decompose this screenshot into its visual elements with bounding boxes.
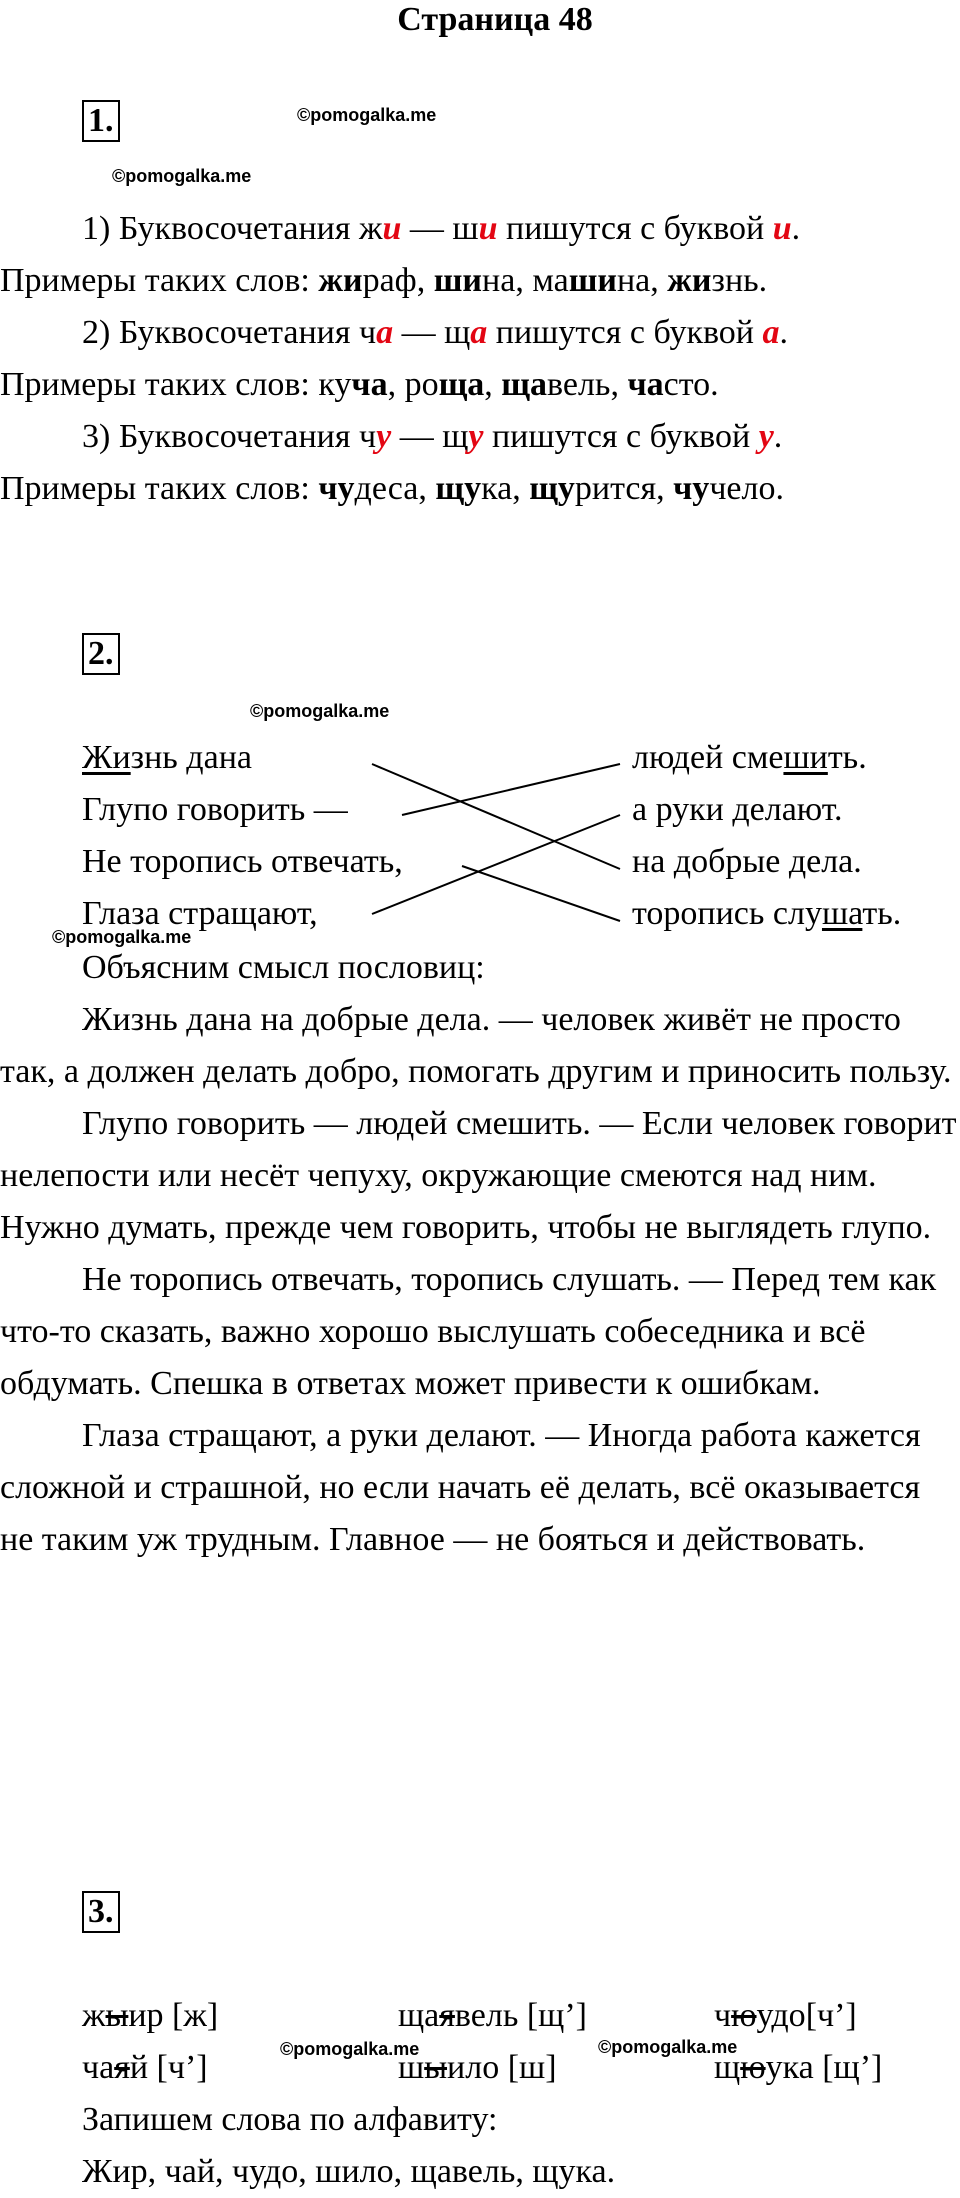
task-3-number: 3. (82, 1891, 120, 1933)
explain-intro: Объясним смысл пословиц: (82, 949, 485, 986)
word-1: жыир [ж] (82, 1997, 219, 2034)
explanation-4: Глаза стращают, а руки делают. — Иногда работа кажется сложной и страшной, но если начать её делать, всё оказывается не таким уж трудным. Главное — не бояться и действовать. (0, 1417, 921, 1558)
proverb-left-2: Глупо говорить — (82, 791, 348, 828)
rule-2-examples: Примеры таких слов: куча, роща, щавель, часто. (0, 366, 719, 403)
watermark: ©pomogalka.me (250, 701, 390, 721)
match-line-1 (372, 764, 620, 869)
page-title: Страница 48 (397, 1, 593, 38)
explanation-2: Глупо говорить — людей смешить. — Если человек говорит нелепости или несёт чепуху, окружающие смеются над ним. Нужно думать, прежде чем говорить, чтобы не выглядеть глупо. (0, 1105, 957, 1246)
proverb-right-1: людей смешить. (632, 739, 867, 776)
rule-1-line: 1) Буквосочетания жи — ши пишутся с буквой и. (82, 210, 801, 247)
word-5: шыило [ш] (398, 2049, 557, 2086)
match-line-4 (372, 815, 620, 914)
task-1-number: 1. (82, 100, 120, 142)
explanation-1: Жизнь дана на добрые дела. — человек живёт не просто так, а должен делать добро, помогать другим и приносить пользу. (0, 1001, 952, 1090)
explanation-3: Не торопись отвечать, торопись слушать. — Перед тем как что-то сказать, важно хорошо выслушать собеседника и всё обдумать. Спешка в ответах может привести к ошибкам. (0, 1261, 937, 1402)
word-2: щаявель [щ’] (398, 1997, 587, 2034)
word-3: чюудо[ч’] (714, 1997, 857, 2034)
proverb-left-1: Жизнь дана (82, 739, 252, 776)
alphabet-intro: Запишем слова по алфавиту: (82, 2101, 498, 2138)
proverb-left-4: Глаза стращают, (82, 895, 318, 932)
rule-2-line: 2) Буквосочетания ча — ща пишутся с буквой а. (82, 314, 788, 351)
watermark: ©pomogalka.me (280, 2039, 420, 2059)
word-4: чаяй [ч’] (82, 2049, 208, 2086)
word-6: щюука [щ’] (714, 2049, 883, 2086)
watermark: ©pomogalka.me (112, 166, 252, 186)
proverb-right-3: на добрые дела. (632, 843, 862, 880)
alphabet-list: Жир, чай, чудо, шило, щавель, щука. (82, 2153, 616, 2190)
watermark: ©pomogalka.me (598, 2037, 738, 2057)
proverb-right-4: торопись слушать. (632, 895, 902, 932)
match-line-3 (462, 866, 620, 921)
rule-3-line: 3) Буквосочетания чу — щу пишутся с буквой у. (82, 418, 783, 455)
task-2-number: 2. (82, 633, 120, 675)
proverb-right-2: а руки делают. (632, 791, 843, 828)
watermark: ©pomogalka.me (297, 105, 437, 125)
task-2-explanations (0, 942, 960, 1566)
proverb-left-3: Не торопись отвечать, (82, 843, 403, 880)
watermark: ©pomogalka.me (52, 927, 192, 947)
rule-3-examples: Примеры таких слов: чудеса, щука, щурится, чучело. (0, 470, 784, 507)
rule-1-examples: Примеры таких слов: жираф, шина, машина, жизнь. (0, 262, 768, 299)
